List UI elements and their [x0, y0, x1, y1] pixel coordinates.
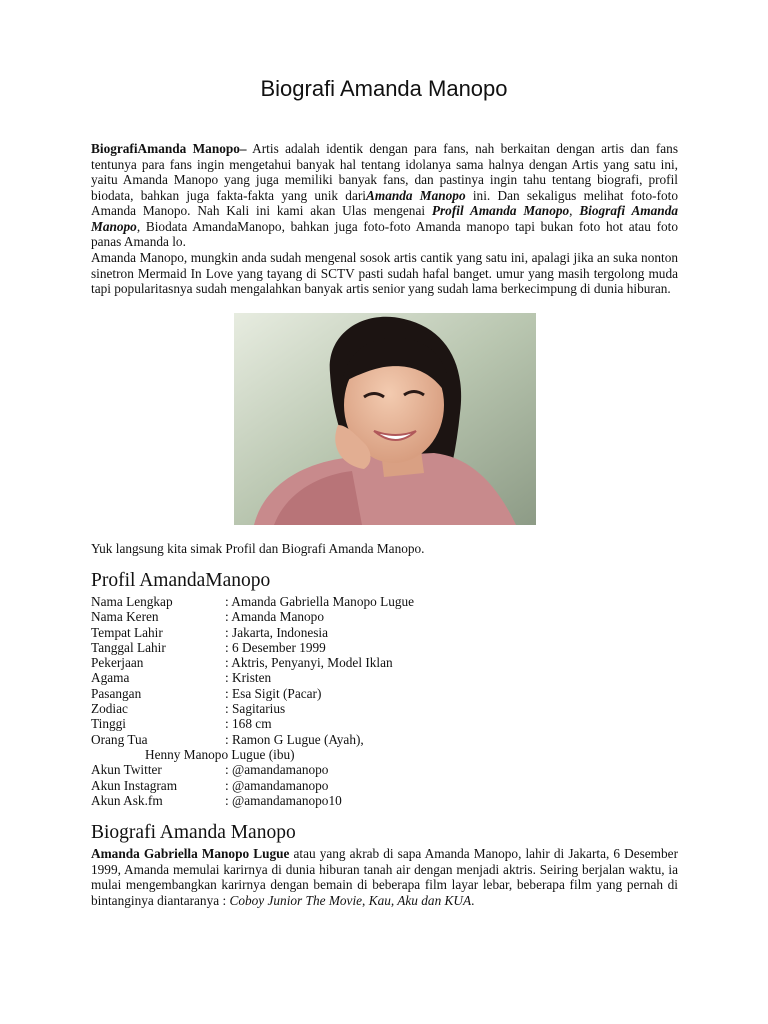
profile-value: : 168 cm	[225, 716, 272, 732]
profile-label: Akun Twitter	[91, 762, 162, 778]
profile-value: : @amandamanopo	[225, 777, 329, 793]
bio-film-2: Kau, Aku dan KUA	[368, 892, 472, 908]
intro-lead: BiografiAmanda Manopo–	[91, 141, 247, 156]
bio-name: Amanda Gabriella Manopo Lugue	[91, 846, 290, 861]
profile-row	[91, 594, 691, 609]
profile-row	[91, 670, 691, 685]
biography-heading: Biografi Amanda Manopo	[91, 822, 296, 843]
profile-label: Nama Lengkap	[91, 594, 173, 609]
profile-value: : Jakarta, Indonesia	[225, 624, 329, 640]
profile-heading: Profil AmandaManopo	[91, 570, 271, 591]
profile-value: : 6 Desember 1999	[225, 639, 326, 655]
intro-emphasis-2: Profil Amanda Manopo	[431, 203, 570, 218]
profile-value: : Ramon G Lugue (Ayah),	[225, 731, 364, 747]
page-title: Biografi Amanda Manopo	[260, 76, 508, 101]
profile-row	[91, 762, 691, 777]
profile-label: Akun Ask.fm	[91, 792, 163, 808]
profile-row	[91, 778, 691, 793]
bio-film-1: Coboy Junior The Movie	[229, 892, 363, 908]
photo-caption: Yuk langsung kita simak Profil dan Biografi Amanda Manopo.	[91, 541, 425, 556]
profile-label: Orang Tua	[91, 731, 148, 747]
profile-row	[91, 686, 691, 701]
bio-text: atau yang akrab di sapa Amanda Manopo, lahir di Jakarta, 6 Desember 1999, Amanda memulai karirnya di dunia hiburan tanah air dengan menjadi aktris. Seiring berjalan waktu, ia mulai mengembangkan karirnya dengan bemain di beberapa film layar lebar, beberapa film yang pernah di bintanginya diantaranya :	[91, 846, 679, 908]
bio-end: .	[471, 892, 475, 908]
profile-row	[91, 701, 691, 716]
profile-value: : Esa Sigit (Pacar)	[225, 685, 322, 701]
profile-label: Tempat Lahir	[91, 624, 163, 640]
intro-emphasis-1: Amanda Manopo	[365, 187, 466, 203]
profile-value: : Aktris, Penyanyi, Model Iklan	[225, 655, 393, 671]
profile-row	[91, 716, 691, 731]
profile-value: : Sagitarius	[225, 701, 286, 717]
second-paragraph: Amanda Manopo, mungkin anda sudah mengenal sosok artis cantik yang satu ini, apalagi jika an suka nonton sinetron Mermaid In Love yang tayang di SCTV pasti sudah hafal banget. umur yang masih tergolong muda tapi popularitasnya sudah mengalahkan banyak artis senior yang sudah lama berkecimpung di dunia hiburan.	[91, 250, 678, 296]
profile-row	[91, 625, 691, 640]
intro-paragraph	[91, 141, 678, 250]
intro-emphasis-3: Biografi Amanda Manopo	[91, 203, 678, 234]
profile-value: : Kristen	[225, 670, 272, 686]
portrait-illustration	[234, 313, 536, 525]
profile-row	[91, 609, 691, 624]
profile-value: : @amandamanopo10	[225, 792, 342, 808]
profile-row	[91, 732, 691, 747]
bio-separator: ,	[362, 892, 369, 908]
profile-value: : Amanda Gabriella Manopo Lugue	[225, 594, 415, 609]
profile-row	[91, 793, 691, 808]
profile-label: Agama	[91, 670, 130, 686]
profile-label: Nama Keren	[91, 609, 159, 625]
profile-label: Tanggal Lahir	[91, 639, 166, 655]
profile-row	[91, 747, 691, 762]
biography-paragraph	[91, 846, 678, 908]
profile-list	[91, 594, 691, 808]
profile-label: Akun Instagram	[91, 777, 178, 793]
profile-row	[91, 640, 691, 655]
profile-value: : Amanda Manopo	[225, 609, 324, 625]
profile-row	[91, 655, 691, 670]
intro-text-4: , Biodata AmandaManopo, bahkan juga foto-foto Amanda manopo tapi bukan foto hot atau foto panas Amanda lo.	[91, 218, 678, 249]
profile-label: Henny Manopo Lugue (ibu)	[145, 746, 295, 762]
intro-text-2: ini. Dan sekaligus melihat foto-foto Amanda Manopo. Nah Kali ini kami akan Ulas mengenai	[91, 187, 678, 218]
intro-text-3: ,	[569, 203, 580, 218]
profile-label: Pekerjaan	[91, 655, 144, 671]
profile-value: : @amandamanopo	[225, 762, 329, 778]
portrait-photo	[234, 313, 536, 525]
profile-label: Pasangan	[91, 685, 142, 701]
profile-label: Tinggi	[91, 716, 126, 732]
profile-label: Zodiac	[91, 701, 128, 717]
intro-text-1: Artis adalah identik dengan para fans, nah berkaitan dengan artis dan fans tentunya para fans ingin mengetahui banyak hal tentang idolanya sama halnya dengan Artis yang satu ini, yaitu Amanda Manopo yang juga memiliki banyak fans, dan pastinya ingin tahu tentang biografi, profil biodata, bahkan juga fakta-fakta yang unik dari	[91, 141, 678, 203]
